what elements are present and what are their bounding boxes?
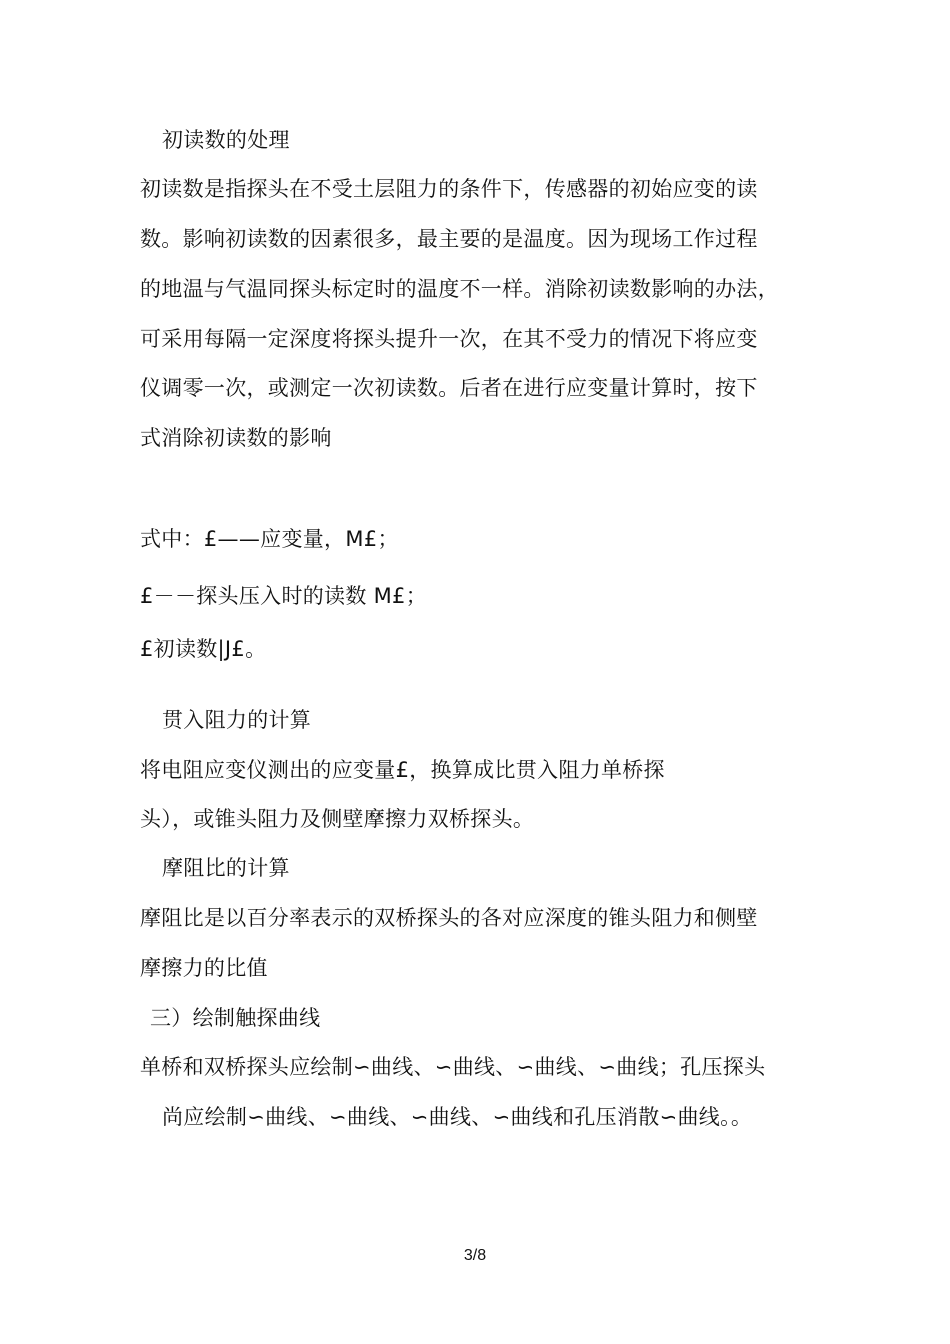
paragraph-line: 将电阻应变仪测出的应变量£，换算成比贯入阻力单桥探 bbox=[140, 758, 665, 782]
paragraph-line: 数。影响初读数的因素很多，最主要的是温度。因为现场工作过程 bbox=[140, 227, 758, 251]
section-heading-curves: 三）绘制触探曲线 bbox=[150, 1006, 321, 1030]
paragraph-line: 的地温与气温同探头标定时的温度不一样。消除初读数影响的办法， bbox=[140, 277, 779, 301]
paragraph-line: 式消除初读数的影响 bbox=[140, 426, 332, 450]
paragraph-line: 头），或锥头阻力及侧壁摩擦力双桥探头。 bbox=[140, 807, 535, 831]
paragraph-line: 摩阻比是以百分率表示的双桥探头的各对应深度的锥头阻力和侧壁 bbox=[140, 906, 758, 930]
paragraph-line: 尚应绘制∽曲线、∽曲线、∽曲线、∽曲线和孔压消散∽曲线。。 bbox=[162, 1105, 753, 1129]
paragraph-line: 单桥和双桥探头应绘制∽曲线、∽曲线、∽曲线、∽曲线；孔压探头 bbox=[140, 1055, 766, 1079]
definition-line: £初读数|J£。 bbox=[140, 637, 267, 661]
paragraph-line: 摩擦力的比值 bbox=[140, 956, 268, 980]
paragraph-line: 仪调零一次，或测定一次初读数。后者在进行应变量计算时，按下 bbox=[140, 376, 758, 400]
page-number: 3/8 bbox=[463, 1247, 487, 1264]
definition-line: 式中：£——应变量，M£； bbox=[140, 527, 399, 551]
paragraph-line: 初读数是指探头在不受土层阻力的条件下，传感器的初始应变的读 bbox=[140, 177, 758, 201]
section-heading-initial-reading: 初读数的处理 bbox=[162, 128, 290, 152]
definition-line: £－－探头压入时的读数 M£； bbox=[140, 584, 428, 608]
section-heading-friction-ratio: 摩阻比的计算 bbox=[162, 856, 290, 880]
paragraph-line: 可采用每隔一定深度将探头提升一次，在其不受力的情况下将应变 bbox=[140, 327, 758, 351]
section-heading-penetration-resistance: 贯入阻力的计算 bbox=[162, 708, 312, 732]
